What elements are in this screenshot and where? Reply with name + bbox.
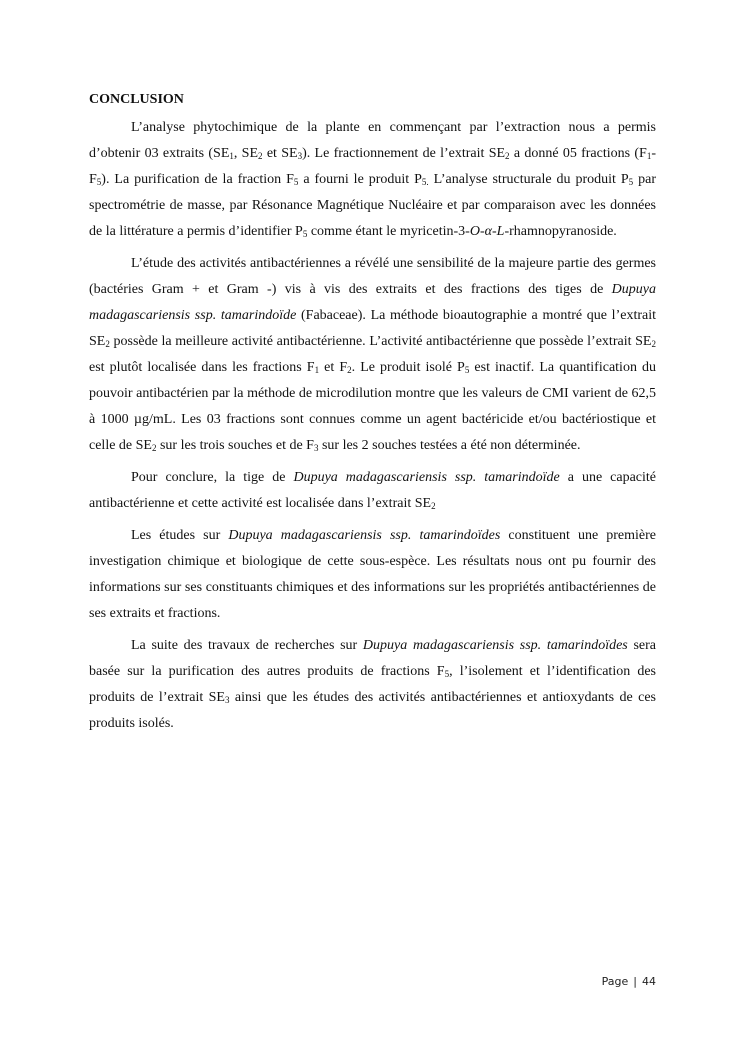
page-number: 44 — [642, 975, 656, 988]
page-label: Page — [601, 975, 629, 988]
conclusion-section — [89, 87, 656, 743]
paragraph-5: La suite des travaux de recherches sur Dupuya madagascariensis ssp. tamarindoïdes sera basée sur la purification des autres produits de fractions $F_5$, l’isolement et l’identification des produits de l’extrait $SE_3$ ainsi que les études des activités antibactériennes et antioxydants de ces produits isolés. — [89, 638, 656, 731]
page-separator: | — [633, 975, 637, 988]
paragraph-4: Les études sur Dupuya madagascariensis ssp. tamarindoïdes constituent une première investigation chimique et biologique de cette sous-espèce. Les résultats nous ont pu fournir des informations sur ses constituants chimiques et des informations sur les propriétés antibactériennes de ses extraits et fractions. — [89, 528, 656, 621]
page-footer — [602, 975, 656, 988]
section-heading: CONCLUSION — [89, 92, 184, 107]
paragraph-1: L’analyse phytochimique de la plante en commençant par l’extraction nous a permis d’obtenir 03 extraits ($SE_1$, $SE_2$ et $SE_3$). Le fractionnement de l’extrait $SE_2$ a donné 05 fractions $(F_1-F_5)$. La purification de la fraction $F_5$ a fourni le produit $P_{5.}$ L’analyse structurale du produit $P_5$ par spectrométrie de masse, par Résonance Magnétique Nucléaire et par comparaison avec les données de la littérature a permis d’identifier $P_5$ comme étant le myricetin-3-O-α-L-rhamnopyranoside. — [89, 120, 656, 239]
paragraph-2: L’étude des activités antibactériennes a révélé une sensibilité de la majeure partie des germes (bactéries Gram + et Gram -) vis à vis des extraits et des fractions des tiges de Dupuya madagascariensis ssp. tamarindoïde (Fabaceae). La méthode bioautographie a montré que l’extrait $SE_2$ possède la meilleure activité antibactérienne. L’activité antibactérienne que possède l’extrait $SE_2$ est plutôt localisée dans les fractions $F_1$ et $F_2$. Le produit isolé $P_5$ est inactif. La quantification du pouvoir antibactérien par la méthode de microdilution montre que les valeurs de CMI varient de 62,5 à 1000 µg/mL. Les 03 fractions sont connues comme un agent bactéricide et/ou bactériostique et celle de $SE_2$ sur les trois souches et de $F_3$ sur les 2 souches testées a été non déterminée. — [89, 256, 657, 453]
paragraph-3: Pour conclure, la tige de Dupuya madagascariensis ssp. tamarindoïde a une capacité antibactérienne et cette activité est localisée dans l’extrait $SE_2$ — [89, 470, 657, 511]
